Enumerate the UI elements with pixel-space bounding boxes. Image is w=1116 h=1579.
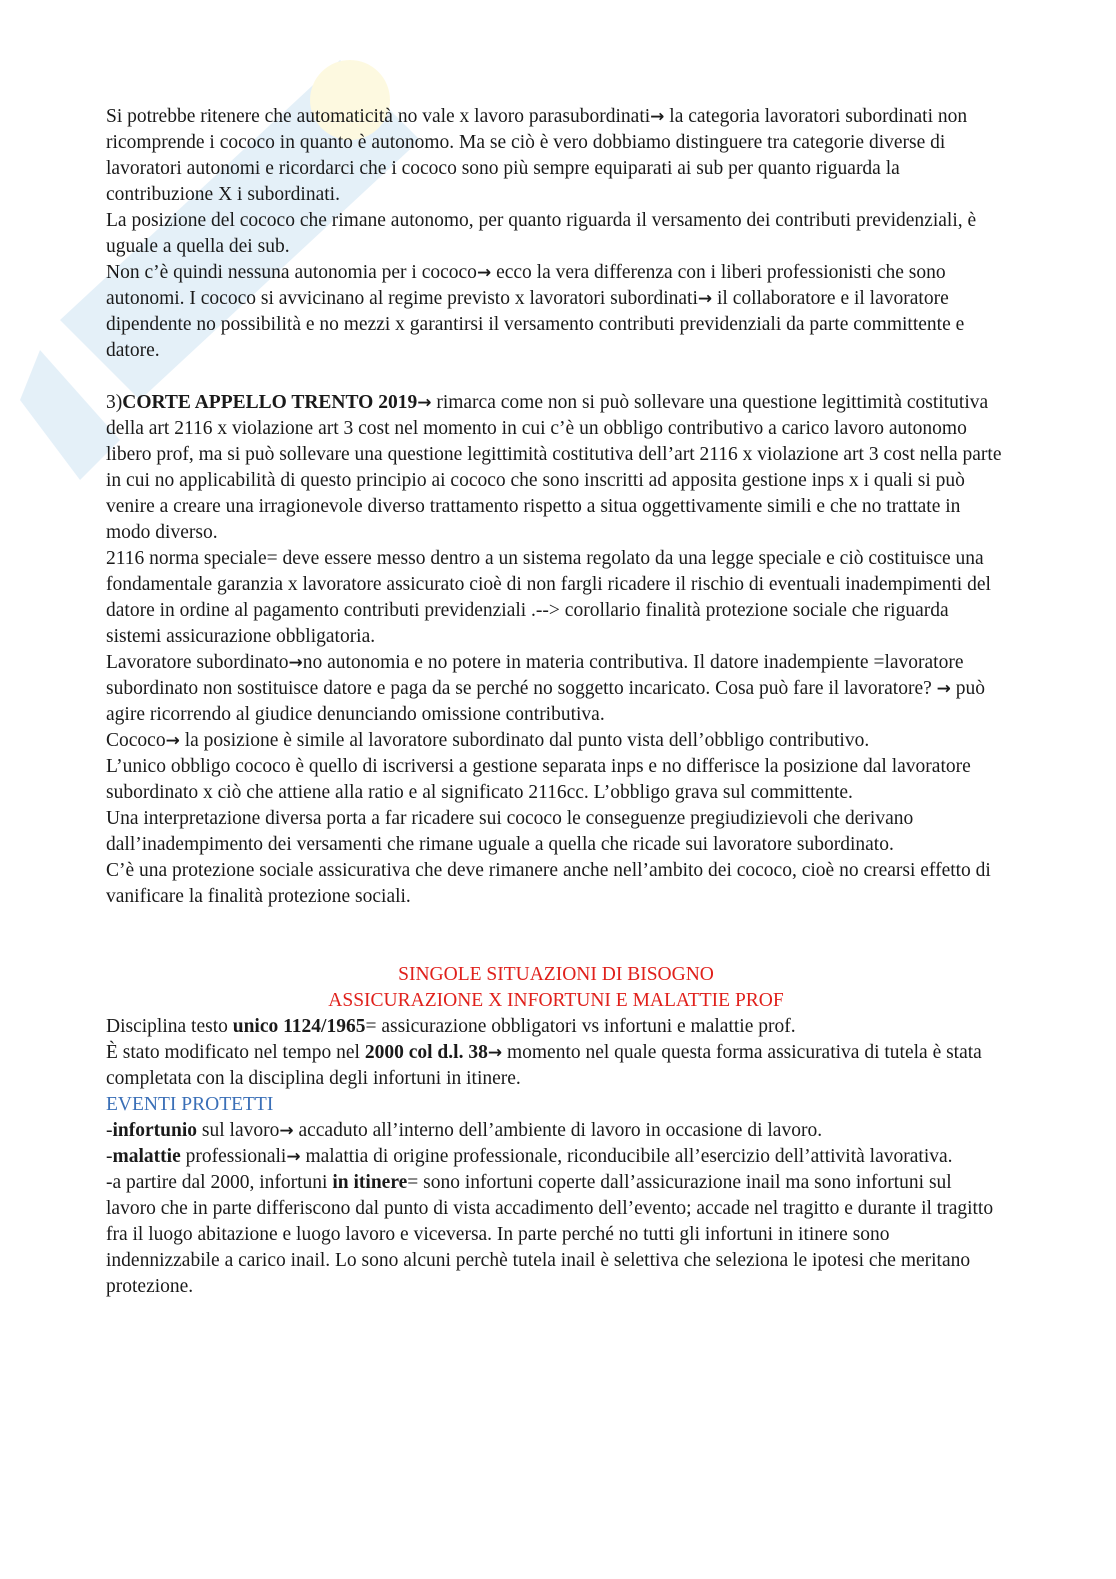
paragraph-modificato: È stato modificato nel tempo nel 2000 col d.l. 38→ momento nel quale questa forma assicurativa di tutela è stata completata con la disciplina degli infortuni in itinere.: [106, 1042, 982, 1089]
section-heading: SINGOLE SITUAZIONI DI BISOGNO: [398, 964, 714, 985]
paragraph-lavoratore: Lavoratore subordinato→no autonomia e no potere in materia contributiva. Il datore inadempiente =lavoratore subordinato non sostituisce datore e paga da se perché no soggetto incaricato. Cosa può fare il lavoratore? → può agire ricorrendo al giudice denunciando omissione contributiva.: [106, 652, 986, 725]
document-body: [106, 104, 1006, 1300]
paragraph-autonomia: Non c’è quindi nessuna autonomia per i cococo→ ecco la vera differenza con i liberi professionisti che sono autonomi. I cococo si avvicinano al regime previsto x lavoratori subordinati→ il collaboratore e il lavoratore dipendente no possibilità e no mezzi x garantirsi il versamento contributi previdenziali da parte committente e datore.: [106, 262, 965, 361]
paragraph-posizione: La posizione del cococo che rimane autonomo, per quanto riguarda il versamento dei contributi previdenziali, è uguale a quella dei sub.: [106, 210, 977, 257]
section-subheading: ASSICURAZIONE X INFORTUNI E MALATTIE PROF: [328, 990, 784, 1011]
paragraph-itinere: -a partire dal 2000, infortuni in itinere= sono infortuni coperte dall’assicurazione inail ma sono infortuni sul lavoro che in parte differiscono dal punto di vista accadimento dell’evento; accade nel tragitto e durante il tragitto fra il luogo abitazione e luogo lavoro e viceversa. In parte perché no tutti gli infortuni in itinere sono indennizzabile a carico inail. Lo sono alcuni perchè tutela inail è selettiva che seleziona le ipotesi che meritano protezione.: [106, 1172, 994, 1297]
paragraph-2116: 2116 norma speciale= deve essere messo dentro a un sistema regolato da una legge speciale e ciò costituisce una fondamentale garanzia x lavoratore assicurato cioè di non fargli ricadere il rischio di eventuali inadempimenti del datore in ordine al pagamento contributi previdenziali .--> corollario finalità protezione sociale che riguarda sistemi assicurazione obbligatoria.: [106, 548, 991, 647]
paragraph-unico-obbligo: L’unico obbligo cococo è quello di iscriversi a gestione separata inps e no differisce la posizione dal lavoratore subordinato x ciò che attiene alla ratio e al significato 2116cc. L’obbligo grava sul committente.: [106, 756, 971, 803]
paragraph-corte-appello: 3)CORTE APPELLO TRENTO 2019→ rimarca come non si può sollevare una questione legittimità costitutiva della art 2116 x violazione art 3 cost nel momento in cui c’è un obbligo contributivo a carico lavoro autonomo libero prof, ma si può sollevare una questione legittimità costitutiva dell’art 2116 x violazione art 3 cost nella parte in cui no applicabilità di questo principio ai cococo che sono inscritti ad apposita gestione inps x i quali si può venire a creare una irragionevole diverso trattamento rispetto a situa oggettivamente simili e che no trattate in modo diverso.: [106, 392, 1002, 543]
paragraph-protezione: C’è una protezione sociale assicurativa che deve rimanere anche nell’ambito dei cococo, cioè no crearsi effetto di vanificare la finalità protezione sociali.: [106, 860, 991, 907]
paragraph-disciplina: Disciplina testo unico 1124/1965= assicurazione obbligatori vs infortuni e malattie prof.: [106, 1016, 796, 1037]
paragraph-malattie: -malattie professionali→ malattia di origine professionale, riconducibile all’esercizio dell’attività lavorativa.: [106, 1146, 953, 1167]
paragraph-automaticita: Si potrebbe ritenere che automaticità no vale x lavoro parasubordinati→ la categoria lavoratori subordinati non ricomprende i cococo in quanto è autonomo. Ma se ciò è vero dobbiamo distinguere tra categorie diverse di lavoratori autonomi e ricordarci che i cococo sono più sempre equiparati ai sub per quanto riguarda la contribuzione X i subordinati.: [106, 106, 968, 205]
paragraph-infortunio: -infortunio sul lavoro→ accaduto all’interno dell’ambiente di lavoro in occasione di lavoro.: [106, 1120, 823, 1141]
eventi-protetti-heading: EVENTI PROTETTI: [106, 1094, 274, 1115]
paragraph-cococo: Cococo→ la posizione è simile al lavoratore subordinato dal punto vista dell’obbligo contributivo.: [106, 730, 870, 751]
paragraph-interpretazione: Una interpretazione diversa porta a far ricadere sui cococo le conseguenze pregiudizievoli che derivano dall’inadempimento dei versamenti che rimane uguale a quella che ricade sui lavoratore subordinato.: [106, 808, 914, 855]
